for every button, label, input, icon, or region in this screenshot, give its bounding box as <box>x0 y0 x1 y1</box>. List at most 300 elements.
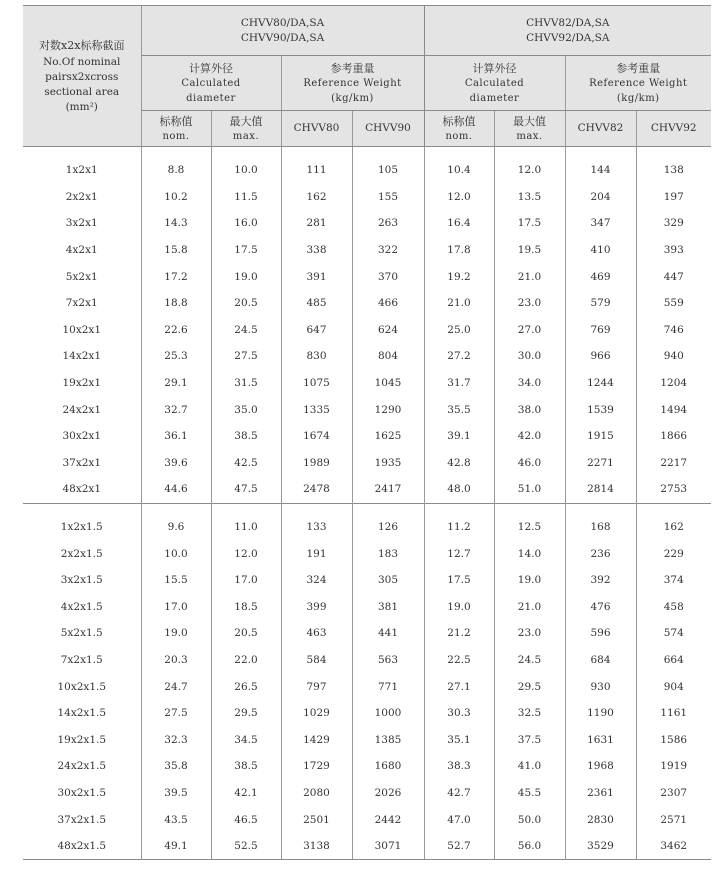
section-header-en-1: No.Of nominal <box>43 55 121 68</box>
cell-nom-1: 29.1 <box>141 370 211 397</box>
cell-max-1: 46.5 <box>211 806 281 833</box>
cell-max-2: 17.5 <box>494 210 565 237</box>
cell-chvv82: 1244 <box>565 370 636 397</box>
cell-section: 19x2x1 <box>62 377 102 390</box>
cell-section: 48x2x1 <box>62 483 102 496</box>
cell-chvv90: 305 <box>352 567 424 594</box>
cell-chvv82: 476 <box>565 594 636 621</box>
spacer-cell <box>23 503 141 514</box>
cell-max-1: 11.0 <box>211 514 281 541</box>
cell-chvv80: 485 <box>281 290 352 317</box>
cell-nom-2: 48.0 <box>424 476 494 503</box>
max-header-1 <box>211 111 281 147</box>
cell-chvv90: 563 <box>352 647 424 674</box>
cell-chvv82: 2830 <box>565 806 636 833</box>
cell-chvv90: 381 <box>352 594 424 621</box>
section-header-cn: 对数x2x标称截面 <box>39 38 125 52</box>
cell-max-2: 46.0 <box>494 450 565 477</box>
cell-chvv82: 1190 <box>565 700 636 727</box>
cell-nom-2: 47.0 <box>424 806 494 833</box>
top-spacer-row <box>23 147 711 158</box>
cell-max-1: 29.5 <box>211 700 281 727</box>
spec-table-container <box>23 5 711 860</box>
cell-chvv92: 1866 <box>636 423 711 450</box>
group2-line1: CHVV82/DA,SA <box>526 16 610 29</box>
col-chvv80-header: CHVV80 <box>281 111 352 147</box>
cell-chvv90: 105 <box>352 157 424 184</box>
cell-max-2: 19.0 <box>494 567 565 594</box>
cell-nom-2: 42.8 <box>424 450 494 477</box>
cell-max-2: 37.5 <box>494 726 565 753</box>
cell-section: 24x2x1 <box>62 403 102 416</box>
group2-line2: CHVV92/DA,SA <box>526 31 610 44</box>
cell-chvv92: 229 <box>636 540 711 567</box>
max-header-2 <box>494 111 565 147</box>
cell-max-1: 20.5 <box>211 620 281 647</box>
diameter-header-en-2: diameter <box>469 92 520 104</box>
nom-header-2 <box>424 111 494 147</box>
cell-chvv82: 469 <box>565 263 636 290</box>
cell-chvv80: 3138 <box>281 833 352 860</box>
section-header-en-3: sectional area <box>44 85 120 98</box>
cell-max-1: 17.5 <box>211 237 281 264</box>
cell-section: 10x2x1.5 <box>57 680 107 693</box>
cell-nom-2: 27.1 <box>424 673 494 700</box>
cell-chvv92: 458 <box>636 594 711 621</box>
group1-line2: CHVV90/DA,SA <box>240 31 325 44</box>
max-header-cn: 最大值 <box>513 114 546 128</box>
cell-chvv90: 1385 <box>352 726 424 753</box>
cell-chvv90: 624 <box>352 317 424 344</box>
cell-nom-1: 39.5 <box>141 780 211 807</box>
cell-max-1: 18.5 <box>211 594 281 621</box>
cell-chvv82: 2361 <box>565 780 636 807</box>
spacer-cell <box>565 503 636 514</box>
nom-header-cn: 标称值 <box>442 114 476 128</box>
cell-chvv92: 1161 <box>636 700 711 727</box>
cell-chvv92: 664 <box>636 647 711 674</box>
cell-chvv80: 391 <box>281 263 352 290</box>
weight-header-en-2: (kg/km) <box>331 92 374 104</box>
spacer-cell <box>141 147 211 158</box>
cell-chvv90: 3071 <box>352 833 424 860</box>
cell-chvv82: 2271 <box>565 450 636 477</box>
cell-nom-1: 9.6 <box>141 514 211 541</box>
cell-nom-2: 19.2 <box>424 263 494 290</box>
cell-max-2: 42.0 <box>494 423 565 450</box>
spacer-cell <box>281 147 352 158</box>
table-row <box>23 290 711 317</box>
spacer-cell <box>211 503 281 514</box>
spacer-cell <box>211 147 281 158</box>
cell-max-2: 23.0 <box>494 620 565 647</box>
table-header <box>23 6 711 147</box>
cell-chvv80: 133 <box>281 514 352 541</box>
cell-max-1: 42.1 <box>211 780 281 807</box>
cell-nom-1: 17.0 <box>141 594 211 621</box>
cell-chvv92: 3462 <box>636 833 711 860</box>
cell-chvv90: 1680 <box>352 753 424 780</box>
table-row <box>23 157 711 184</box>
cell-max-2: 12.0 <box>494 157 565 184</box>
cell-nom-1: 10.2 <box>141 184 211 211</box>
cell-max-1: 42.5 <box>211 450 281 477</box>
cell-nom-1: 10.0 <box>141 540 211 567</box>
section-header-en-2: pairsx2xcross <box>45 70 119 83</box>
section-header-cell <box>23 6 141 147</box>
cell-chvv80: 399 <box>281 594 352 621</box>
cell-chvv92: 904 <box>636 673 711 700</box>
cell-nom-2: 22.5 <box>424 647 494 674</box>
section-header-unit: (mm²) <box>65 100 98 113</box>
table-row <box>23 700 711 727</box>
cell-max-1: 10.0 <box>211 157 281 184</box>
cell-chvv90: 155 <box>352 184 424 211</box>
cell-max-2: 19.5 <box>494 237 565 264</box>
diameter-header-1 <box>141 56 281 111</box>
weight-header-2 <box>565 56 711 111</box>
diameter-header-cn: 计算外径 <box>472 61 517 75</box>
cell-section: 2x2x1.5 <box>60 547 103 560</box>
cell-chvv92: 447 <box>636 263 711 290</box>
cell-nom-2: 21.0 <box>424 290 494 317</box>
weight-header-en-1: Reference Weight <box>589 77 688 89</box>
cell-max-2: 56.0 <box>494 833 565 860</box>
table-row <box>23 343 711 370</box>
cell-chvv92: 1204 <box>636 370 711 397</box>
max-header-cn: 最大值 <box>229 114 263 128</box>
cell-max-1: 22.0 <box>211 647 281 674</box>
cell-nom-2: 12.7 <box>424 540 494 567</box>
cell-nom-2: 31.7 <box>424 370 494 397</box>
cell-nom-1: 15.8 <box>141 237 211 264</box>
cell-chvv92: 746 <box>636 317 711 344</box>
cell-section: 19x2x1.5 <box>57 733 107 746</box>
cell-nom-2: 16.4 <box>424 210 494 237</box>
cell-chvv90: 183 <box>352 540 424 567</box>
cell-chvv82: 410 <box>565 237 636 264</box>
cell-section: 3x2x1.5 <box>60 574 103 587</box>
cell-max-2: 50.0 <box>494 806 565 833</box>
table-row <box>23 753 711 780</box>
diameter-header-en-2: diameter <box>186 92 236 104</box>
diameter-header-cn: 计算外径 <box>189 61 233 75</box>
cell-chvv82: 144 <box>565 157 636 184</box>
cell-max-2: 23.0 <box>494 290 565 317</box>
table-row <box>23 806 711 833</box>
cell-nom-1: 32.7 <box>141 396 211 423</box>
cell-section: 7x2x1.5 <box>60 653 103 666</box>
cell-chvv80: 647 <box>281 317 352 344</box>
diameter-header-en-1: Calculated <box>464 77 525 89</box>
cell-chvv80: 324 <box>281 567 352 594</box>
cell-nom-1: 36.1 <box>141 423 211 450</box>
table-row <box>23 567 711 594</box>
cell-nom-1: 25.3 <box>141 343 211 370</box>
cell-chvv82: 769 <box>565 317 636 344</box>
cell-section: 30x2x1 <box>62 430 102 443</box>
spacer-cell <box>352 503 424 514</box>
cell-chvv80: 162 <box>281 184 352 211</box>
cell-nom-1: 44.6 <box>141 476 211 503</box>
cell-nom-2: 12.0 <box>424 184 494 211</box>
cell-chvv80: 1335 <box>281 396 352 423</box>
table-row <box>23 210 711 237</box>
cell-chvv80: 1674 <box>281 423 352 450</box>
table-row <box>23 476 711 503</box>
cell-nom-2: 27.2 <box>424 343 494 370</box>
cell-nom-1: 32.3 <box>141 726 211 753</box>
cell-nom-2: 35.1 <box>424 726 494 753</box>
cell-nom-2: 35.5 <box>424 396 494 423</box>
cell-chvv80: 1075 <box>281 370 352 397</box>
table-row <box>23 726 711 753</box>
cell-max-2: 41.0 <box>494 753 565 780</box>
cell-max-2: 38.0 <box>494 396 565 423</box>
cell-nom-1: 8.8 <box>141 157 211 184</box>
cell-max-2: 21.0 <box>494 263 565 290</box>
cell-max-1: 11.5 <box>211 184 281 211</box>
cell-max-1: 38.5 <box>211 753 281 780</box>
cell-section: 5x2x1 <box>65 270 98 283</box>
cell-max-1: 38.5 <box>211 423 281 450</box>
cell-max-1: 52.5 <box>211 833 281 860</box>
weight-header-1 <box>281 56 424 111</box>
spacer-cell <box>494 147 565 158</box>
block-separator-row <box>23 503 711 514</box>
spacer-cell <box>424 147 494 158</box>
table-row <box>23 833 711 860</box>
cell-chvv80: 2478 <box>281 476 352 503</box>
cell-chvv80: 1729 <box>281 753 352 780</box>
cell-chvv80: 584 <box>281 647 352 674</box>
cell-chvv80: 191 <box>281 540 352 567</box>
spacer-cell <box>281 503 352 514</box>
spacer-cell <box>23 147 141 158</box>
cell-chvv92: 1494 <box>636 396 711 423</box>
cell-chvv90: 804 <box>352 343 424 370</box>
table-body <box>23 147 711 860</box>
table-row <box>23 620 711 647</box>
cell-section: 7x2x1 <box>65 297 98 310</box>
cell-section: 14x2x1 <box>62 350 102 363</box>
cell-section: 4x2x1 <box>65 244 98 257</box>
weight-header-en-2: (kg/km) <box>616 92 660 104</box>
cell-nom-2: 30.3 <box>424 700 494 727</box>
cell-chvv80: 830 <box>281 343 352 370</box>
nom-header-1 <box>141 111 211 147</box>
cell-nom-2: 25.0 <box>424 317 494 344</box>
table-row <box>23 237 711 264</box>
table-row <box>23 423 711 450</box>
cell-section: 2x2x1 <box>65 190 98 203</box>
spacer-cell <box>494 503 565 514</box>
cell-nom-1: 17.2 <box>141 263 211 290</box>
cell-section: 4x2x1.5 <box>60 600 103 613</box>
cell-chvv82: 392 <box>565 567 636 594</box>
cell-nom-2: 52.7 <box>424 833 494 860</box>
cell-nom-1: 20.3 <box>141 647 211 674</box>
cell-section: 5x2x1.5 <box>60 627 103 640</box>
cell-section: 1x2x1 <box>65 164 98 177</box>
table-row <box>23 647 711 674</box>
cell-section: 10x2x1 <box>62 323 102 336</box>
cell-chvv82: 930 <box>565 673 636 700</box>
cell-chvv92: 2307 <box>636 780 711 807</box>
col-chvv92-header: CHVV92 <box>636 111 711 147</box>
table-row <box>23 540 711 567</box>
cell-chvv90: 1290 <box>352 396 424 423</box>
group1-header <box>141 6 424 56</box>
nom-header-cn: 标称值 <box>159 114 193 128</box>
table-row <box>23 780 711 807</box>
cell-nom-2: 19.0 <box>424 594 494 621</box>
cell-nom-1: 24.7 <box>141 673 211 700</box>
cell-section: 37x2x1 <box>62 456 102 469</box>
cell-max-1: 20.5 <box>211 290 281 317</box>
col-chvv82-header: CHVV82 <box>565 111 636 147</box>
table-row <box>23 594 711 621</box>
cell-nom-2: 17.8 <box>424 237 494 264</box>
cell-max-1: 47.5 <box>211 476 281 503</box>
spacer-cell <box>636 147 711 158</box>
cell-chvv92: 1586 <box>636 726 711 753</box>
cell-section: 14x2x1.5 <box>57 707 107 720</box>
cell-chvv80: 338 <box>281 237 352 264</box>
cell-chvv80: 463 <box>281 620 352 647</box>
cell-chvv82: 684 <box>565 647 636 674</box>
cell-chvv80: 1989 <box>281 450 352 477</box>
cell-chvv90: 263 <box>352 210 424 237</box>
cell-chvv80: 2501 <box>281 806 352 833</box>
cell-chvv92: 2753 <box>636 476 711 503</box>
cell-max-1: 26.5 <box>211 673 281 700</box>
cell-nom-1: 27.5 <box>141 700 211 727</box>
cell-nom-2: 21.2 <box>424 620 494 647</box>
cell-max-1: 24.5 <box>211 317 281 344</box>
cell-max-2: 29.5 <box>494 673 565 700</box>
cell-chvv92: 393 <box>636 237 711 264</box>
cell-chvv82: 1539 <box>565 396 636 423</box>
cell-section: 3x2x1 <box>65 217 98 230</box>
cell-nom-2: 38.3 <box>424 753 494 780</box>
weight-header-cn: 参考重量 <box>616 61 661 75</box>
nom-header-en: nom. <box>445 130 473 142</box>
cell-chvv82: 1968 <box>565 753 636 780</box>
cell-chvv82: 2814 <box>565 476 636 503</box>
cell-nom-1: 15.5 <box>141 567 211 594</box>
table-row <box>23 317 711 344</box>
cell-section: 30x2x1.5 <box>57 786 107 799</box>
cell-nom-1: 43.5 <box>141 806 211 833</box>
cell-chvv90: 1625 <box>352 423 424 450</box>
cell-nom-1: 22.6 <box>141 317 211 344</box>
cell-section: 1x2x1.5 <box>60 521 103 534</box>
spacer-cell <box>141 503 211 514</box>
table-row <box>23 514 711 541</box>
cell-section: 48x2x1.5 <box>23 833 141 860</box>
cell-nom-1: 18.8 <box>141 290 211 317</box>
cell-nom-2: 11.2 <box>424 514 494 541</box>
cable-spec-table <box>23 5 711 860</box>
cell-chvv82: 3529 <box>565 833 636 860</box>
cell-chvv82: 204 <box>565 184 636 211</box>
cell-chvv90: 771 <box>352 673 424 700</box>
cell-max-2: 13.5 <box>494 184 565 211</box>
spacer-cell <box>424 503 494 514</box>
cell-chvv90: 2442 <box>352 806 424 833</box>
cell-chvv92: 940 <box>636 343 711 370</box>
cell-nom-1: 39.6 <box>141 450 211 477</box>
diameter-header-en-1: Calculated <box>181 77 241 89</box>
cell-max-1: 27.5 <box>211 343 281 370</box>
cell-max-1: 16.0 <box>211 210 281 237</box>
cell-max-2: 32.5 <box>494 700 565 727</box>
spacer-cell <box>565 147 636 158</box>
table-row <box>23 184 711 211</box>
cell-max-1: 19.0 <box>211 263 281 290</box>
cell-chvv80: 2080 <box>281 780 352 807</box>
cell-chvv90: 1935 <box>352 450 424 477</box>
cell-chvv92: 329 <box>636 210 711 237</box>
cell-chvv90: 2417 <box>352 476 424 503</box>
cell-chvv82: 596 <box>565 620 636 647</box>
cell-nom-1: 19.0 <box>141 620 211 647</box>
cell-chvv90: 126 <box>352 514 424 541</box>
table-row <box>23 450 711 477</box>
cell-chvv92: 2217 <box>636 450 711 477</box>
cell-nom-1: 49.1 <box>141 833 211 860</box>
spacer-cell <box>352 147 424 158</box>
cell-max-1: 31.5 <box>211 370 281 397</box>
cell-chvv82: 347 <box>565 210 636 237</box>
cell-section: 24x2x1.5 <box>57 760 107 773</box>
max-header-en: max. <box>232 130 260 142</box>
max-header-en: max. <box>516 130 543 142</box>
cell-chvv82: 966 <box>565 343 636 370</box>
group1-line1: CHVV80/DA,SA <box>240 16 325 29</box>
cell-chvv80: 281 <box>281 210 352 237</box>
cell-chvv92: 1919 <box>636 753 711 780</box>
cell-nom-2: 42.7 <box>424 780 494 807</box>
cell-chvv80: 1029 <box>281 700 352 727</box>
group2-header <box>424 6 711 56</box>
cell-nom-2: 10.4 <box>424 157 494 184</box>
cell-max-2: 45.5 <box>494 780 565 807</box>
cell-chvv92: 162 <box>636 514 711 541</box>
cell-chvv82: 1631 <box>565 726 636 753</box>
cell-max-2: 12.5 <box>494 514 565 541</box>
table-row <box>23 396 711 423</box>
cell-chvv90: 441 <box>352 620 424 647</box>
cell-chvv82: 236 <box>565 540 636 567</box>
cell-max-1: 35.0 <box>211 396 281 423</box>
nom-header-en: nom. <box>162 130 190 142</box>
cell-max-2: 14.0 <box>494 540 565 567</box>
cell-chvv92: 574 <box>636 620 711 647</box>
cell-nom-2: 39.1 <box>424 423 494 450</box>
cell-max-2: 21.0 <box>494 594 565 621</box>
cell-chvv82: 168 <box>565 514 636 541</box>
table-row <box>23 263 711 290</box>
cell-max-1: 17.0 <box>211 567 281 594</box>
cell-max-2: 24.5 <box>494 647 565 674</box>
table-row <box>23 370 711 397</box>
cell-chvv80: 797 <box>281 673 352 700</box>
cell-max-1: 34.5 <box>211 726 281 753</box>
cell-max-2: 34.0 <box>494 370 565 397</box>
cell-nom-1: 14.3 <box>141 210 211 237</box>
